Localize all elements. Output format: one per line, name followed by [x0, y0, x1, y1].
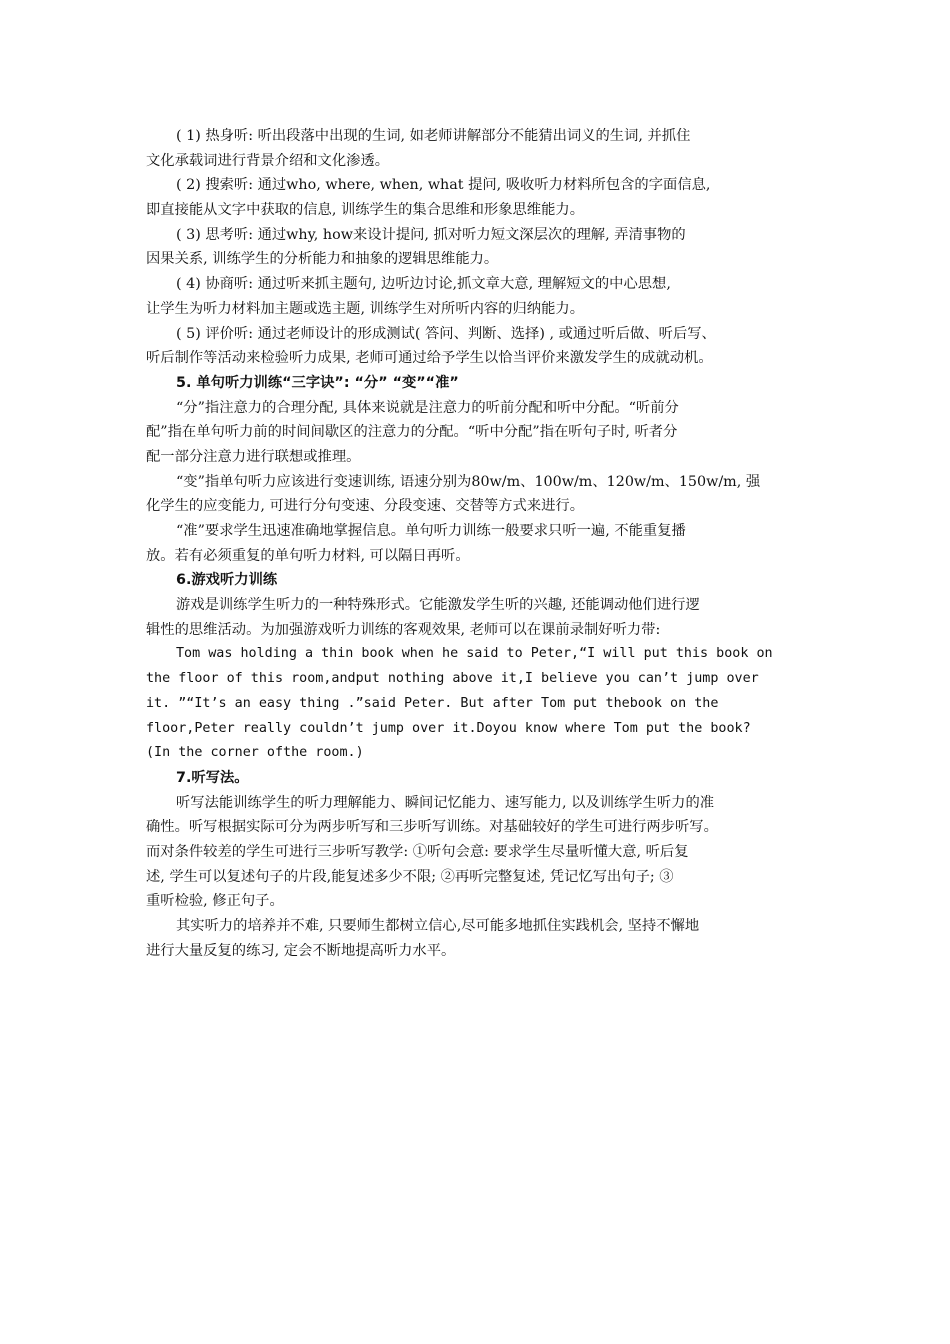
- section-7-p1-line-3: 而对条件较差的学生可进行三步听写教学: ①听句会意: 要求学生尽量听懂大意, 听后复: [146, 843, 689, 860]
- section-6-p1-line-1: 游戏是训练学生听力的一种特殊形式。它能激发学生听的兴趣, 还能调动他们进行逻: [176, 597, 700, 614]
- section-5-p2-line-2: 化学生的应变能力, 可进行分句变速、分段变速、交替等方式来进行。: [146, 498, 584, 515]
- section-5-p2-line-1: “变”指单句听力应该进行变速训练, 语速分别为80w/m、100w/m、120w/m、150w/m, 强: [176, 473, 761, 490]
- section-6-p1-line-2: 辑性的思维活动。为加强游戏听力训练的客观效果, 老师可以在课前录制好听力带:: [146, 621, 661, 638]
- english-passage-line-4: floor,Peter really couldn’t jump over it.Doyou know where Tom put the book?: [146, 720, 751, 736]
- section-5-p1-line-3: 配一部分注意力进行联想或推理。: [146, 448, 361, 465]
- section-7-p2-line-1: 其实听力的培养并不难, 只要师生都树立信心,尽可能多地抓住实践机会, 坚持不懈地: [176, 918, 700, 934]
- section-7-p1-line-2: 确性。听写根据实际可分为两步听写和三步听写训练。对基础较好的学生可进行两步听写。: [146, 819, 718, 836]
- section-7-p1-line-1: 听写法能训练学生的听力理解能力、瞬间记忆能力、速写能力, 以及训练学生听力的准: [176, 794, 715, 811]
- item-1-line-1: ( 1) 热身听: 听出段落中出现的生词, 如老师讲解部分不能猜出词义的生词, 并抓住: [176, 128, 691, 144]
- section-5-p1-line-1: “分”指注意力的合理分配, 具体来说就是注意力的听前分配和听中分配。“听前分: [176, 399, 679, 416]
- section-5-p1-line-2: 配”指在单句听力前的时间间歇区的注意力的分配。“听中分配”指在听句子时, 听者分: [146, 424, 678, 441]
- english-passage-line-2: the floor of this room,andput nothing above it,I believe you can’t jump over: [146, 671, 759, 687]
- section-5-p3-line-2: 放。若有必须重复的单句听力材料, 可以隔日再听。: [146, 547, 470, 564]
- section-6-heading: 6.游戏听力训练: [176, 572, 278, 589]
- section-7-p1-line-5: 重听检验, 修正句子。: [146, 893, 284, 910]
- section-7-p1-line-4: 述, 学生可以复述句子的片段,能复述多少不限; ②再听完整复述, 凭记忆写出句子; ③: [146, 868, 674, 885]
- english-passage-line-1: Tom was holding a thin book when he said to Peter,“I will put this book on: [176, 646, 773, 662]
- item-5-line-1: ( 5) 评价听: 通过老师设计的形成测试( 答问、判断、选择) , 或通过听后做、听后写、: [176, 325, 716, 342]
- section-5-p3-line-1: “准”要求学生迅速准确地掌握信息。单句听力训练一般要求只听一遍, 不能重复播: [176, 523, 686, 539]
- item-2-line-1: ( 2) 搜索听: 通过who, where, when, what 提问, 吸收听力材料所包含的字面信息,: [176, 177, 711, 194]
- english-passage-line-5: (In the corner ofthe room.): [146, 745, 364, 761]
- section-5-heading: 5. 单句听力训练“三字诀”: “分” “变”“准”: [176, 374, 459, 391]
- section-7-heading: 7.听写法。: [176, 769, 249, 786]
- item-4-line-1: ( 4) 协商听: 通过听来抓主题句, 边听边讨论,抓文章大意, 理解短文的中心思想,: [176, 276, 671, 293]
- item-1-line-2: 文化承载词进行背景介绍和文化渗透。: [146, 152, 390, 169]
- document-page: [146, 124, 818, 963]
- item-3-line-2: 因果关系, 训练学生的分析能力和抽象的逻辑思维能力。: [146, 251, 499, 268]
- section-7-p2-line-2: 进行大量反复的练习, 定会不断地提高听力水平。: [146, 942, 456, 959]
- item-4-line-2: 让学生为听力材料加主题或选主题, 训练学生对所听内容的归纳能力。: [146, 300, 584, 317]
- item-3-line-1: ( 3) 思考听: 通过why, how来设计提问, 抓对听力短文深层次的理解, 弄清事物的: [176, 226, 686, 243]
- english-passage-line-3: it. ”“It’s an easy thing .”said Peter. But after Tom put thebook on the: [146, 695, 719, 711]
- item-5-line-2: 听后制作等活动来检验听力成果, 老师可通过给予学生以恰当评价来激发学生的成就动机。: [146, 350, 713, 367]
- item-2-line-2: 即直接能从文字中获取的信息, 训练学生的集合思维和形象思维能力。: [146, 202, 584, 219]
